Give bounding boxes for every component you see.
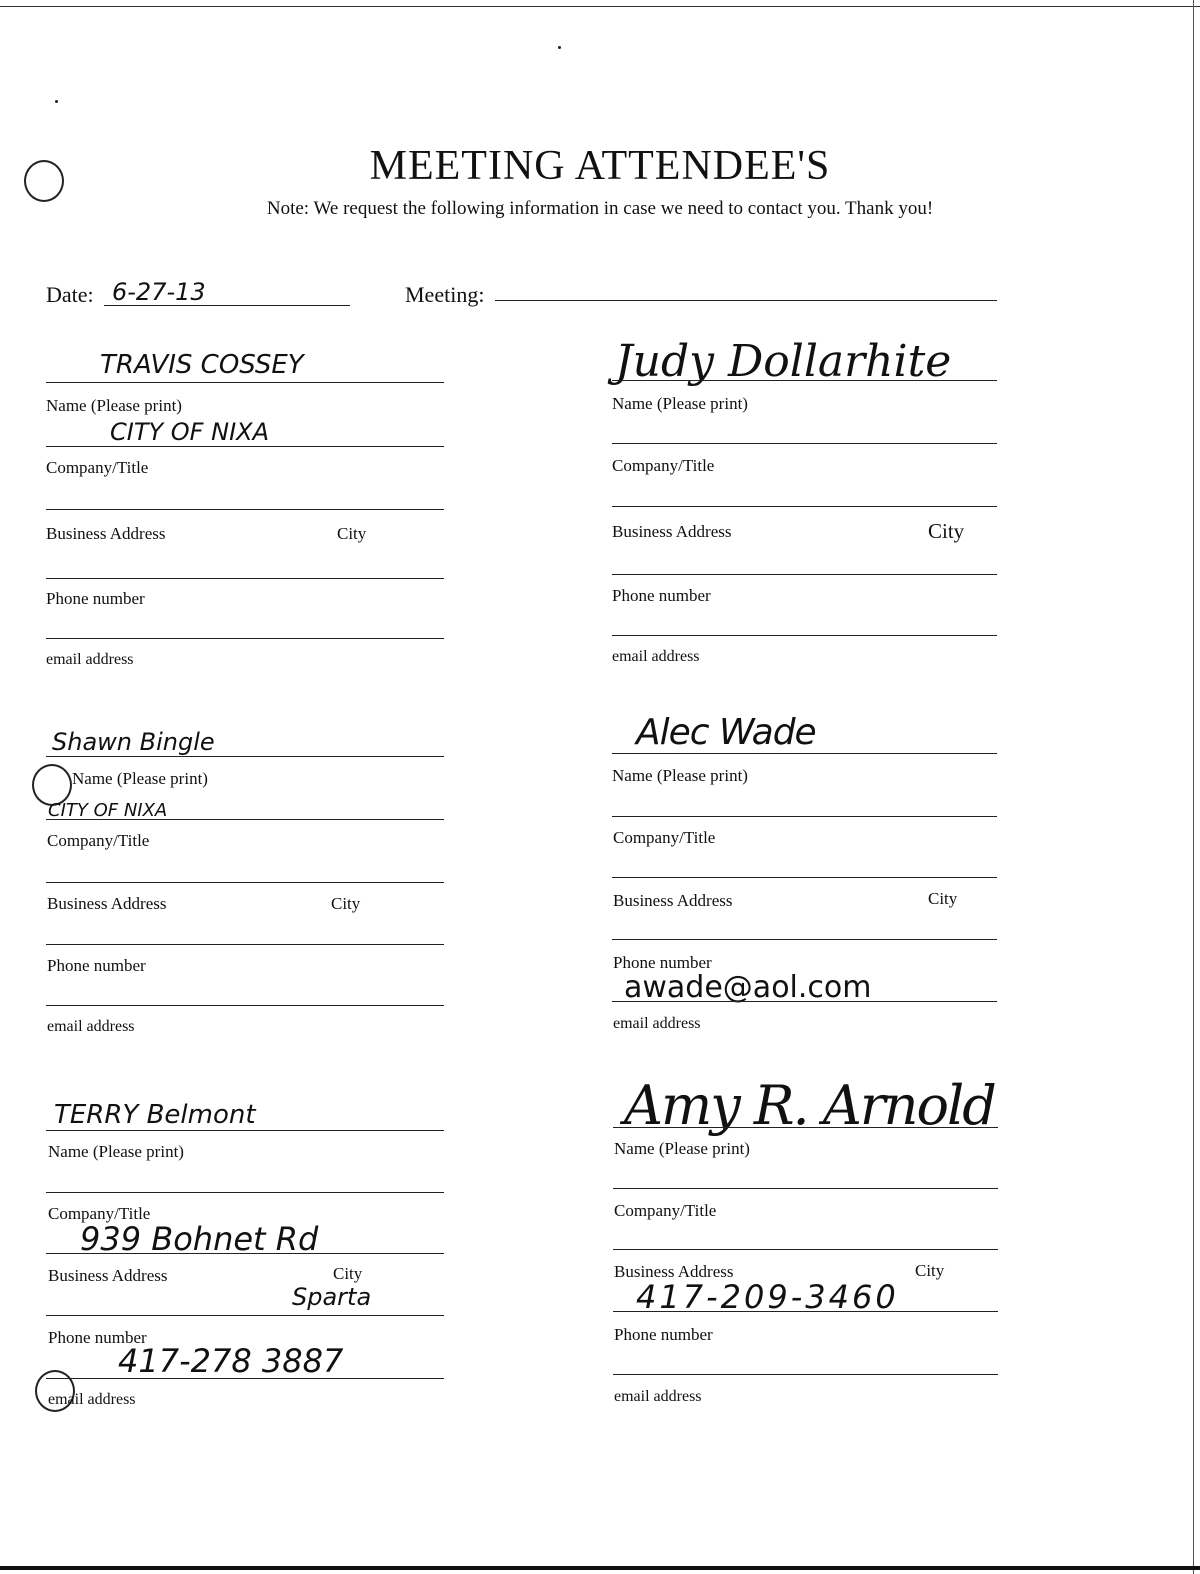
address-line: [612, 506, 997, 507]
address-line: [46, 882, 444, 883]
email-line: [612, 635, 997, 636]
company-line: [46, 446, 444, 447]
city-label: City: [333, 1264, 363, 1283]
address-label: Business Address: [614, 1262, 734, 1281]
attendee-company-value[interactable]: CITY OF NIXA: [48, 800, 168, 821]
company-line: [612, 443, 997, 444]
phone-label: Phone number: [47, 956, 146, 975]
company-label: Company/Title: [614, 1201, 717, 1220]
name-label: Name (Please print): [46, 396, 182, 415]
email-label: email address: [614, 1388, 702, 1405]
company-label: Company/Title: [613, 828, 716, 847]
city-label: City: [331, 894, 361, 913]
page-note: Note: We request the following information in case we need to contact you. Thank you!: [266, 198, 934, 219]
name-line: [46, 1130, 444, 1131]
name-label: Name (Please print): [612, 766, 748, 785]
phone-label: Phone number: [614, 1325, 713, 1344]
name-line: [46, 382, 444, 383]
email-label: email address: [612, 648, 700, 665]
email-line: [46, 638, 444, 639]
page-right-edge: [1193, 0, 1194, 1574]
attendee-phone-value[interactable]: 417-209-3460: [636, 1278, 899, 1316]
attendee-address-value[interactable]: 939 Bohnet Rd: [80, 1220, 319, 1258]
city-label: City: [928, 519, 965, 543]
name-label: Name (Please print): [72, 769, 208, 788]
attendee-name-value[interactable]: Alec Wade: [636, 712, 816, 753]
address-line: [46, 1253, 444, 1254]
attendee-email-value[interactable]: awade@aol.com: [624, 970, 872, 1005]
meeting-label: Meeting:: [405, 282, 485, 307]
name-label: Name (Please print): [614, 1139, 750, 1158]
phone-label: Phone number: [613, 953, 712, 972]
name-line: [46, 756, 444, 757]
name-label: Name (Please print): [48, 1142, 184, 1161]
attendee-name-value[interactable]: Amy R. Arnold: [624, 1074, 995, 1137]
meeting-line: [495, 300, 997, 301]
attendee-name-value[interactable]: Shawn Bingle: [52, 728, 215, 756]
email-label: email address: [47, 1018, 135, 1035]
address-line: [613, 1249, 998, 1250]
attendee-company-value[interactable]: CITY OF NIXA: [110, 418, 269, 446]
email-line: [613, 1374, 998, 1375]
name-line: [613, 1127, 998, 1128]
city-label: City: [915, 1261, 945, 1280]
company-line: [46, 1192, 444, 1193]
company-label: Company/Title: [48, 1204, 151, 1223]
name-label: Name (Please print): [612, 394, 748, 413]
attendee-name-value[interactable]: TERRY Belmont: [54, 1100, 256, 1130]
company-line: [612, 816, 997, 817]
date-label: Date:: [46, 282, 94, 307]
email-line: [46, 1005, 444, 1006]
address-label: Business Address: [48, 1266, 168, 1285]
name-line: [612, 380, 997, 381]
phone-line: [46, 1315, 444, 1316]
email-line: [46, 1378, 444, 1379]
attendee-name-value[interactable]: Judy Dollarhite: [615, 336, 952, 387]
name-line: [612, 753, 997, 754]
email-label: email address: [48, 1391, 136, 1408]
city-label: City: [928, 889, 958, 908]
city-label: City: [337, 524, 367, 543]
address-label: Business Address: [612, 522, 732, 541]
attendee-city-value[interactable]: Sparta: [292, 1283, 372, 1311]
email-line: [612, 1001, 997, 1002]
date-value[interactable]: 6-27-13: [112, 278, 206, 306]
page-top-edge: [0, 6, 1200, 7]
phone-line: [612, 574, 997, 575]
phone-label: Phone number: [46, 589, 145, 608]
page-title: MEETING ATTENDEE'S: [369, 143, 831, 189]
attendee-phone-value[interactable]: 417-278 3887: [118, 1342, 344, 1380]
page-bottom-edge: [0, 1566, 1200, 1570]
email-label: email address: [613, 1015, 701, 1032]
address-label: Business Address: [47, 894, 167, 913]
phone-label: Phone number: [612, 586, 711, 605]
attendee-name-value[interactable]: TRAVIS COSSEY: [100, 350, 304, 380]
phone-line: [46, 578, 444, 579]
company-label: Company/Title: [46, 458, 149, 477]
company-label: Company/Title: [47, 831, 150, 850]
phone-line: [612, 939, 997, 940]
phone-line: [46, 944, 444, 945]
address-label: Business Address: [613, 891, 733, 910]
address-line: [612, 877, 997, 878]
speck: [558, 46, 561, 49]
company-line: [613, 1188, 998, 1189]
address-line: [46, 509, 444, 510]
company-label: Company/Title: [612, 456, 715, 475]
company-line: [46, 819, 444, 820]
email-label: email address: [46, 651, 134, 668]
phone-line: [613, 1311, 998, 1312]
address-label: Business Address: [46, 524, 166, 543]
speck: [55, 100, 58, 103]
phone-label: Phone number: [48, 1328, 147, 1347]
